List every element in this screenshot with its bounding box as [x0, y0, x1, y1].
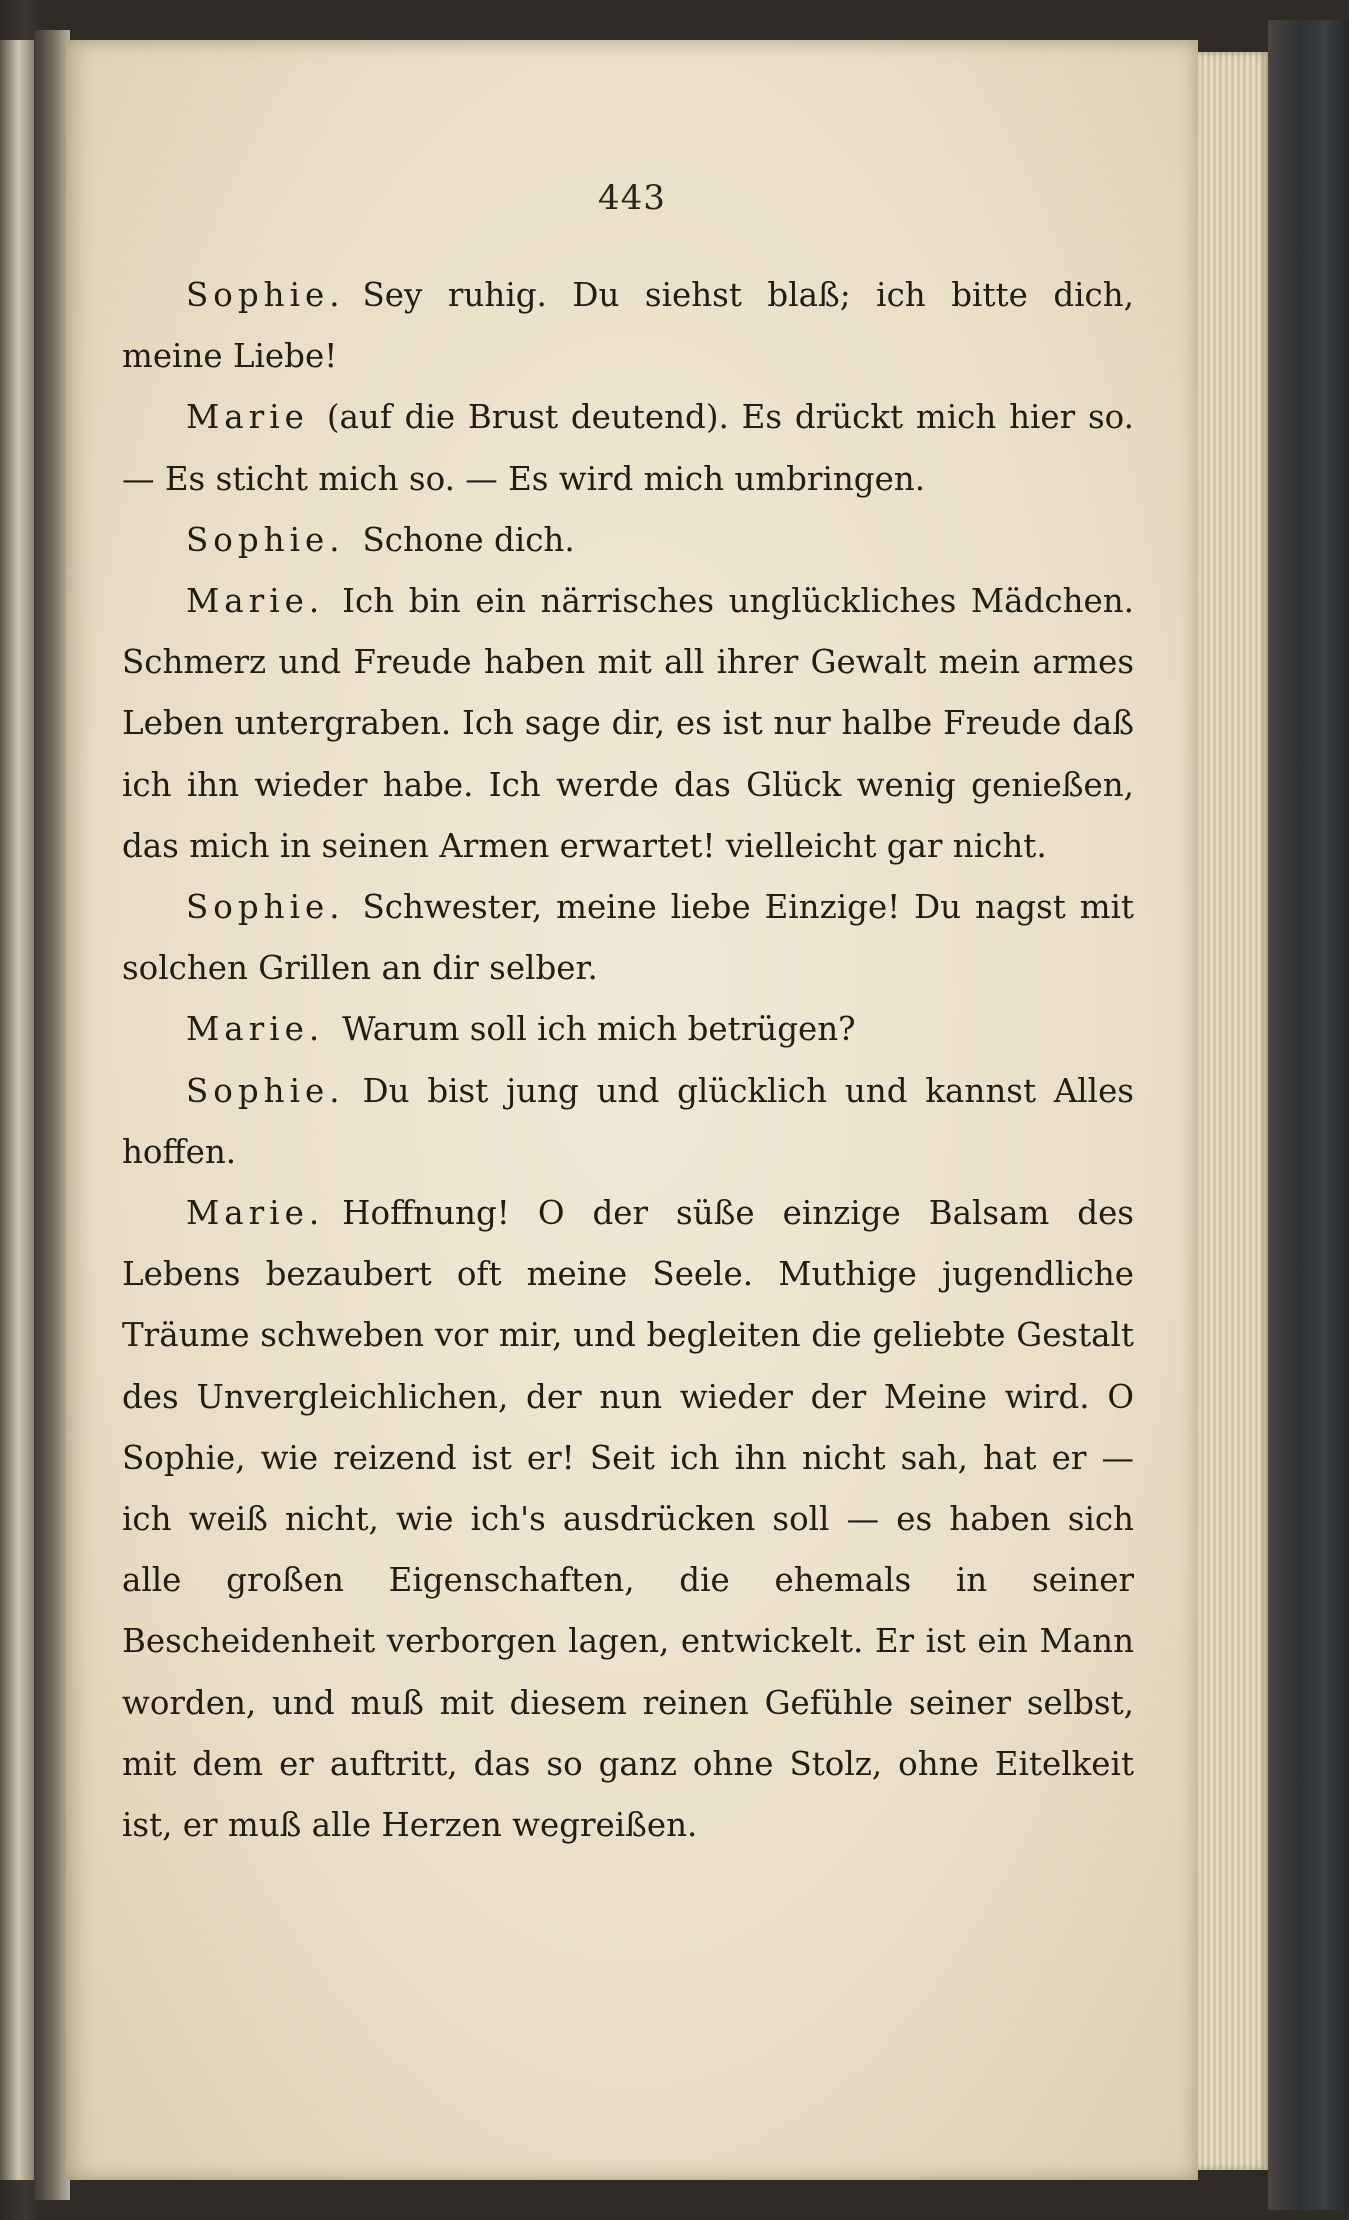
dialogue-text: Sey ruhig. Du siehst blaß; ich bitte dich, meine Liebe!: [122, 276, 1134, 376]
dialogue-line: [122, 1183, 1134, 1856]
dialogue-text: Warum soll ich mich betrügen?: [342, 1010, 856, 1049]
dialogue-line: [122, 265, 1134, 387]
speaker-name: Sophie.: [186, 888, 345, 927]
dialogue-text: Hoffnung! O der süße einzige Balsam des Lebens bezaubert oft meine Seele. Muthige jugendliche Träume schweben vor mir, und begleiten die geliebte Gestalt des Unvergleichlichen, der nun wieder der Meine wird. O Sophie, wie reizend ist er! Seit ich ihn nicht sah, hat er — ich weiß nicht, wie ich's ausdrücken soll — es haben sich alle großen Eigenschaften, die ehemals in seiner Bescheidenheit verborgen lagen, entwickelt. Er ist ein Mann worden, und muß mit diesem reinen Gefühle seiner selbst, mit dem er auftritt, das so ganz ohne Stolz, ohne Eitelkeit ist, er muß alle Herzen wegreißen.: [122, 1194, 1134, 1845]
book-cover-board: [1268, 20, 1349, 2210]
speaker-name: Sophie.: [186, 1071, 345, 1110]
dialogue-text: Du bist jung und glücklich und kannst Alles hoffen.: [122, 1071, 1134, 1171]
speaker-name: Marie.: [186, 1194, 325, 1233]
page-number: 443: [598, 178, 666, 218]
speaker-name: Marie.: [186, 1010, 325, 1049]
speaker-name: Sophie.: [186, 276, 345, 314]
dialogue-text: (auf die Brust deutend). Es drückt mich hier so. — Es sticht mich so. — Es wird mich umbringen.: [122, 398, 1134, 498]
dialogue-line: [122, 877, 1134, 999]
dialogue-line: [122, 571, 1134, 877]
speaker-name: Marie.: [186, 582, 325, 621]
dialogue-text: Schwester, meine liebe Einzige! Du nagst mit solchen Grillen an dir selber.: [122, 888, 1134, 988]
dialogue-text: Schone dich.: [362, 520, 575, 559]
dialogue-text: Ich bin ein närrisches unglückliches Mädchen. Schmerz und Freude haben mit all ihrer Gewalt mein armes Leben untergraben. Ich sage dir, es ist nur halbe Freude daß ich ihn wieder habe. Ich werde das Glück wenig genießen, das mich in seinen Armen erwartet! vielleicht gar nicht.: [122, 582, 1134, 865]
dialogue-line: [122, 510, 1134, 571]
book-spine-gutter: [34, 30, 70, 2200]
dialogue-line: [122, 1061, 1134, 1183]
speaker-name: Marie: [186, 398, 309, 437]
dialogue-line: [122, 387, 1134, 509]
dialogue-line: [122, 999, 1134, 1060]
book-page: [66, 40, 1198, 2180]
page-text-block: [122, 265, 1134, 1856]
page-edges-stack: [1198, 52, 1268, 2170]
left-page-edge: [0, 40, 34, 2180]
speaker-name: Sophie.: [186, 520, 345, 559]
